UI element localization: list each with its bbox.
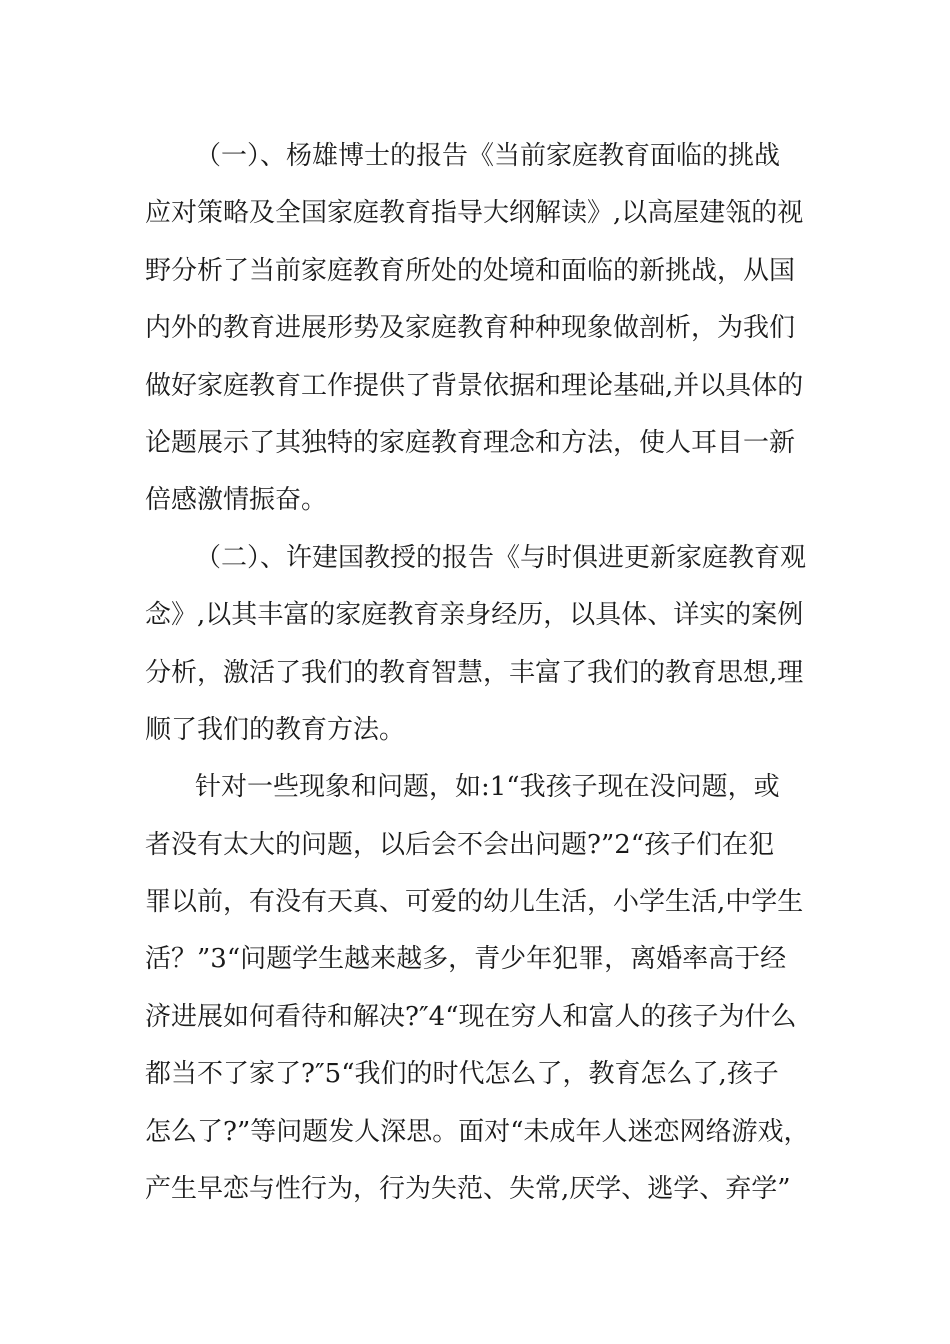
paragraph-3-line-5: 济进展如何看待和解决?″4“现在穷人和富人的孩子为什么: [145, 1001, 797, 1032]
paragraph-1-line-7: 倍感激情振奋。: [145, 485, 328, 516]
paragraph-1-line-6: 论题展示了其独特的家庭教育理念和方法，使人耳目一新: [145, 427, 796, 458]
paragraph-1-line-2: 应对策略及全国家庭教育指导大纲解读》,以高屋建瓴的视: [145, 198, 804, 229]
paragraph-2-line-3: 分析，激活了我们的教育智慧，丰富了我们的教育思想,理: [145, 657, 804, 688]
paragraph-3-line-6: 都当不了家了?″5“我们的时代怎么了，教育怎么了,孩子: [145, 1059, 779, 1090]
paragraph-3-line-3: 罪以前，有没有天真、可爱的幼儿生活，小学生活,中学生: [145, 887, 804, 918]
paragraph-3-line-8: 产生早恋与性行为，行为失范、失常,厌学、逃学、弃学”: [145, 1174, 791, 1205]
paragraph-1-line-5: 做好家庭教育工作提供了背景依据和理论基础,并以具体的: [145, 370, 804, 401]
paragraph-3-line-2: 者没有太大的问题，以后会不会出问题?”2“孩子们在犯: [145, 829, 775, 860]
paragraph-3-line-1: 针对一些现象和问题，如:1“我孩子现在没问题，或: [195, 772, 780, 803]
document-body: [145, 128, 815, 1218]
paragraph-3-line-4: 活？”3“问题学生越来越多，青少年犯罪，离婚率高于经: [145, 944, 787, 975]
paragraph-1-line-4: 内外的教育进展形势及家庭教育种种现象做剖析，为我们: [145, 313, 796, 344]
paragraph-1-line-1: （一）、杨雄博士的报告《当前家庭教育面临的挑战: [195, 141, 781, 171]
paragraph-2-line-4: 顺了我们的教育方法。: [145, 714, 406, 745]
paragraph-3-line-7: 怎么了?”等问题发人深思。面对“未成年人迷恋网络游戏，: [145, 1116, 810, 1147]
paragraph-1-line-3: 野分析了当前家庭教育所处的处境和面临的新挑战，从国: [145, 255, 796, 286]
paragraph-2-line-1: （二）、许建国教授的报告《与时俱进更新家庭教育观: [195, 542, 807, 573]
paragraph-2-line-2: 念》,以其丰富的家庭教育亲身经历，以具体、详实的案例: [145, 600, 804, 631]
